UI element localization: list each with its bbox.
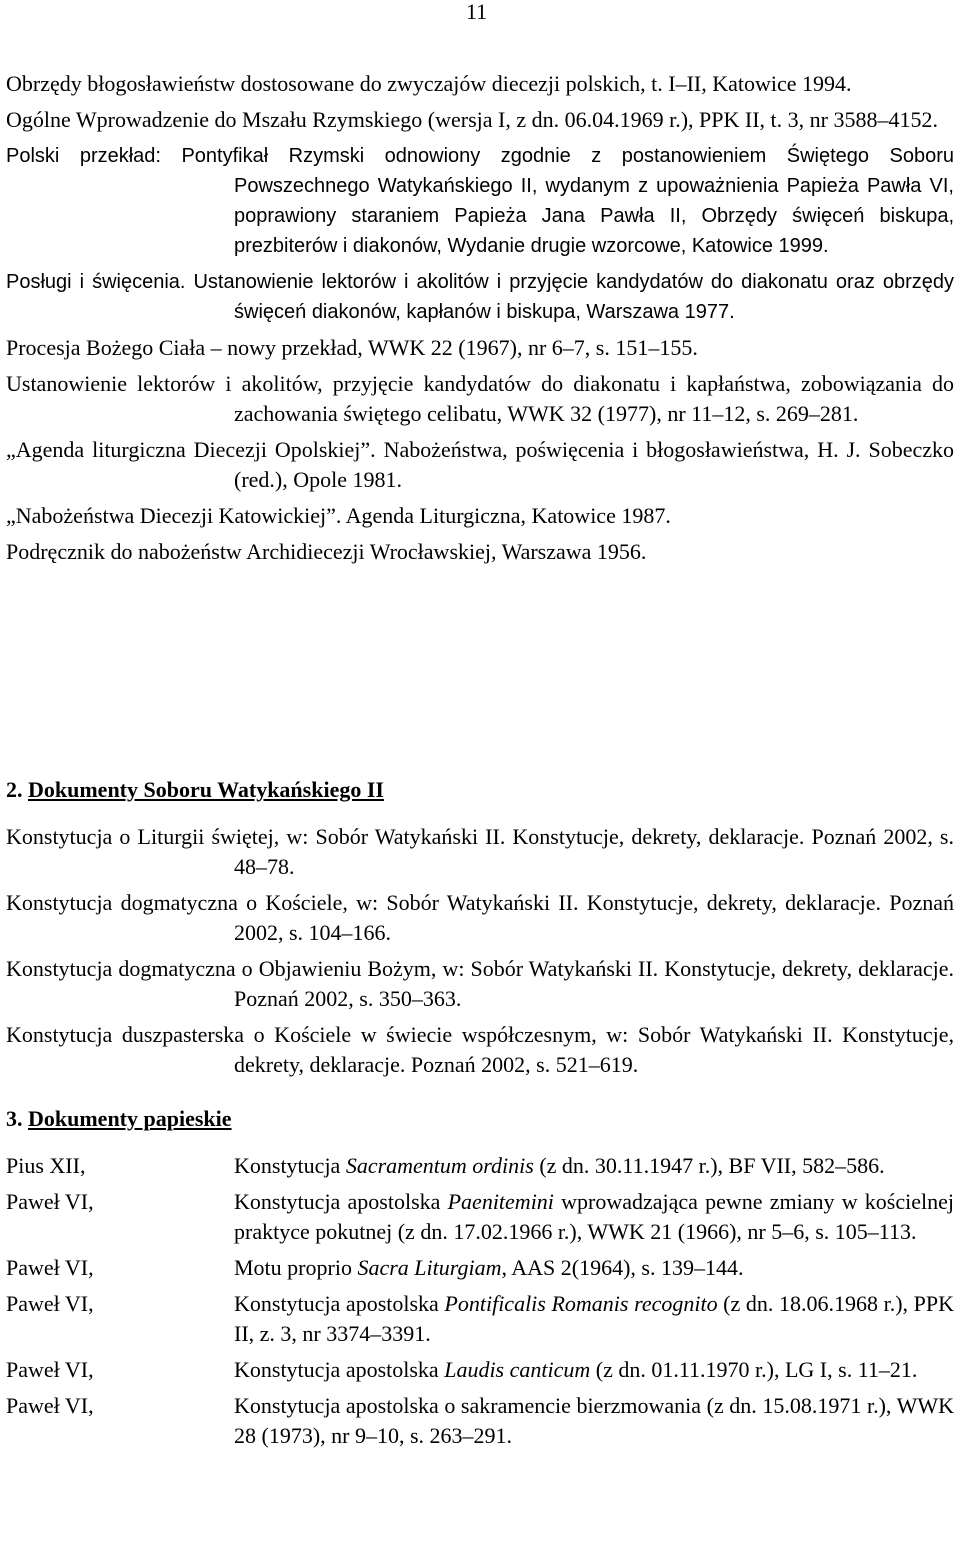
bibliography-list-papal-documents bbox=[6, 1151, 954, 1457]
papal-description: Konstytucja apostolska o sakramencie bierzmowania (z dn. 15.08.1971 r.), WWK 28 (1973), nr 9–10, s. 263–291. bbox=[234, 1393, 954, 1448]
section-title: Dokumenty Soboru Watykańskiego II bbox=[28, 777, 384, 802]
papal-author: Paweł VI, bbox=[6, 1255, 94, 1280]
papal-author: Paweł VI, bbox=[6, 1291, 94, 1316]
papal-author: Paweł VI, bbox=[6, 1393, 94, 1418]
bibliography-entry: Ustanowienie lektorów i akolitów, przyjęcie kandydatów do diakonatu i kapłaństwa, zobowiązania do zachowania świętego celibatu, WWK 32 (1977), nr 11–12, s. 269–281. bbox=[6, 371, 954, 426]
bibliography-entry: Konstytucja dogmatyczna o Objawieniu Bożym, w: Sobór Watykański II. Konstytucje, dekrety, deklaracje. Poznań 2002, s. 350–363. bbox=[6, 956, 954, 1011]
bibliography-entry: Posługi i święcenia. Ustanowienie lektorów i akolitów i przyjęcie kandydatów do diakonatu oraz obrzędy święceń diakonów, kapłanów i biskupa, Warszawa 1977. bbox=[6, 271, 954, 323]
papal-description: Motu proprio Sacra Liturgiam, AAS 2(1964), s. 139–144. bbox=[234, 1255, 744, 1280]
bibliography-entry: Konstytucja o Liturgii świętej, w: Sobór Watykański II. Konstytucje, dekrety, deklaracje. Poznań 2002, s. 48–78. bbox=[6, 824, 954, 879]
bibliography-entry: „Agenda liturgiczna Diecezji Opolskiej”. Nabożeństwa, poświęcenia i błogosławieństwa, H. J. Sobeczko (red.), Opole 1981. bbox=[6, 437, 954, 492]
papal-entry bbox=[6, 1289, 954, 1349]
bibliography-entry: Podręcznik do nabożeństw Archidiecezji Wrocławskiej, Warszawa 1956. bbox=[6, 539, 647, 564]
section-number: 2. bbox=[6, 777, 23, 802]
papal-description: Konstytucja apostolska Laudis canticum (z dn. 01.11.1970 r.), LG I, s. 11–21. bbox=[234, 1357, 918, 1382]
papal-author: Paweł VI, bbox=[6, 1357, 94, 1382]
papal-description: Konstytucja Sacramentum ordinis (z dn. 30.11.1947 r.), BF VII, 582–586. bbox=[234, 1153, 885, 1178]
bibliography-entry: „Nabożeństwa Diecezji Katowickiej”. Agenda Liturgiczna, Katowice 1987. bbox=[6, 503, 671, 528]
papal-entry bbox=[6, 1187, 954, 1247]
papal-entry bbox=[6, 1391, 954, 1451]
papal-entry bbox=[6, 1253, 954, 1283]
section-heading-papal-documents bbox=[6, 1104, 232, 1134]
bibliography-list-council-documents bbox=[6, 822, 954, 1086]
section-heading-council-documents bbox=[6, 775, 384, 805]
bibliography-entry: Procesja Bożego Ciała – nowy przekład, WWK 22 (1967), nr 6–7, s. 151–155. bbox=[6, 335, 698, 360]
papal-description: Konstytucja apostolska Pontificalis Romanis recognito (z dn. 18.06.1968 r.), PPK II, z. 3, nr 3374–3391. bbox=[234, 1291, 955, 1346]
bibliography-entry: Polski przekład: Pontyfikał Rzymski odnowiony zgodnie z postanowieniem Świętego Soboru Powszechnego Watykańskiego II, wydanym z upoważnienia Papieża Pawła VI, poprawiony staraniem Papieża Jana Pawła II, Obrzędy święceń biskupa, prezbiterów i diakonów, Wydanie drugie wzorcowe, Katowice 1999. bbox=[6, 145, 954, 257]
papal-entry bbox=[6, 1151, 954, 1181]
bibliography-entry: Obrzędy błogosławieństw dostosowane do zwyczajów diecezji polskich, t. I–II, Katowice 1994. bbox=[6, 71, 852, 96]
bibliography-entry: Konstytucja dogmatyczna o Kościele, w: Sobór Watykański II. Konstytucje, dekrety, deklaracje. Poznań 2002, s. 104–166. bbox=[6, 890, 954, 945]
bibliography-list-liturgical-books bbox=[6, 69, 954, 573]
section-number: 3. bbox=[6, 1106, 23, 1131]
papal-description: Konstytucja apostolska Paenitemini wprowadzająca pewne zmiany w kościelnej praktyce pokutnej (z dn. 17.02.1966 r.), WWK 21 (1966), nr 5–6, s. 105–113. bbox=[234, 1189, 954, 1244]
bibliography-entry: Ogólne Wprowadzenie do Mszału Rzymskiego (wersja I, z dn. 06.04.1969 r.), PPK II, t. 3, nr 3588–4152. bbox=[6, 107, 938, 132]
bibliography-entry: Konstytucja duszpasterska o Kościele w świecie współczesnym, w: Sobór Watykański II. Konstytucje, dekrety, deklaracje. Poznań 2002, s. 521–619. bbox=[6, 1022, 954, 1077]
page-number: 11 bbox=[466, 0, 488, 24]
papal-author: Pius XII, bbox=[6, 1153, 86, 1178]
section-title: Dokumenty papieskie bbox=[28, 1106, 232, 1131]
papal-entry bbox=[6, 1355, 954, 1385]
papal-author: Paweł VI, bbox=[6, 1189, 94, 1214]
